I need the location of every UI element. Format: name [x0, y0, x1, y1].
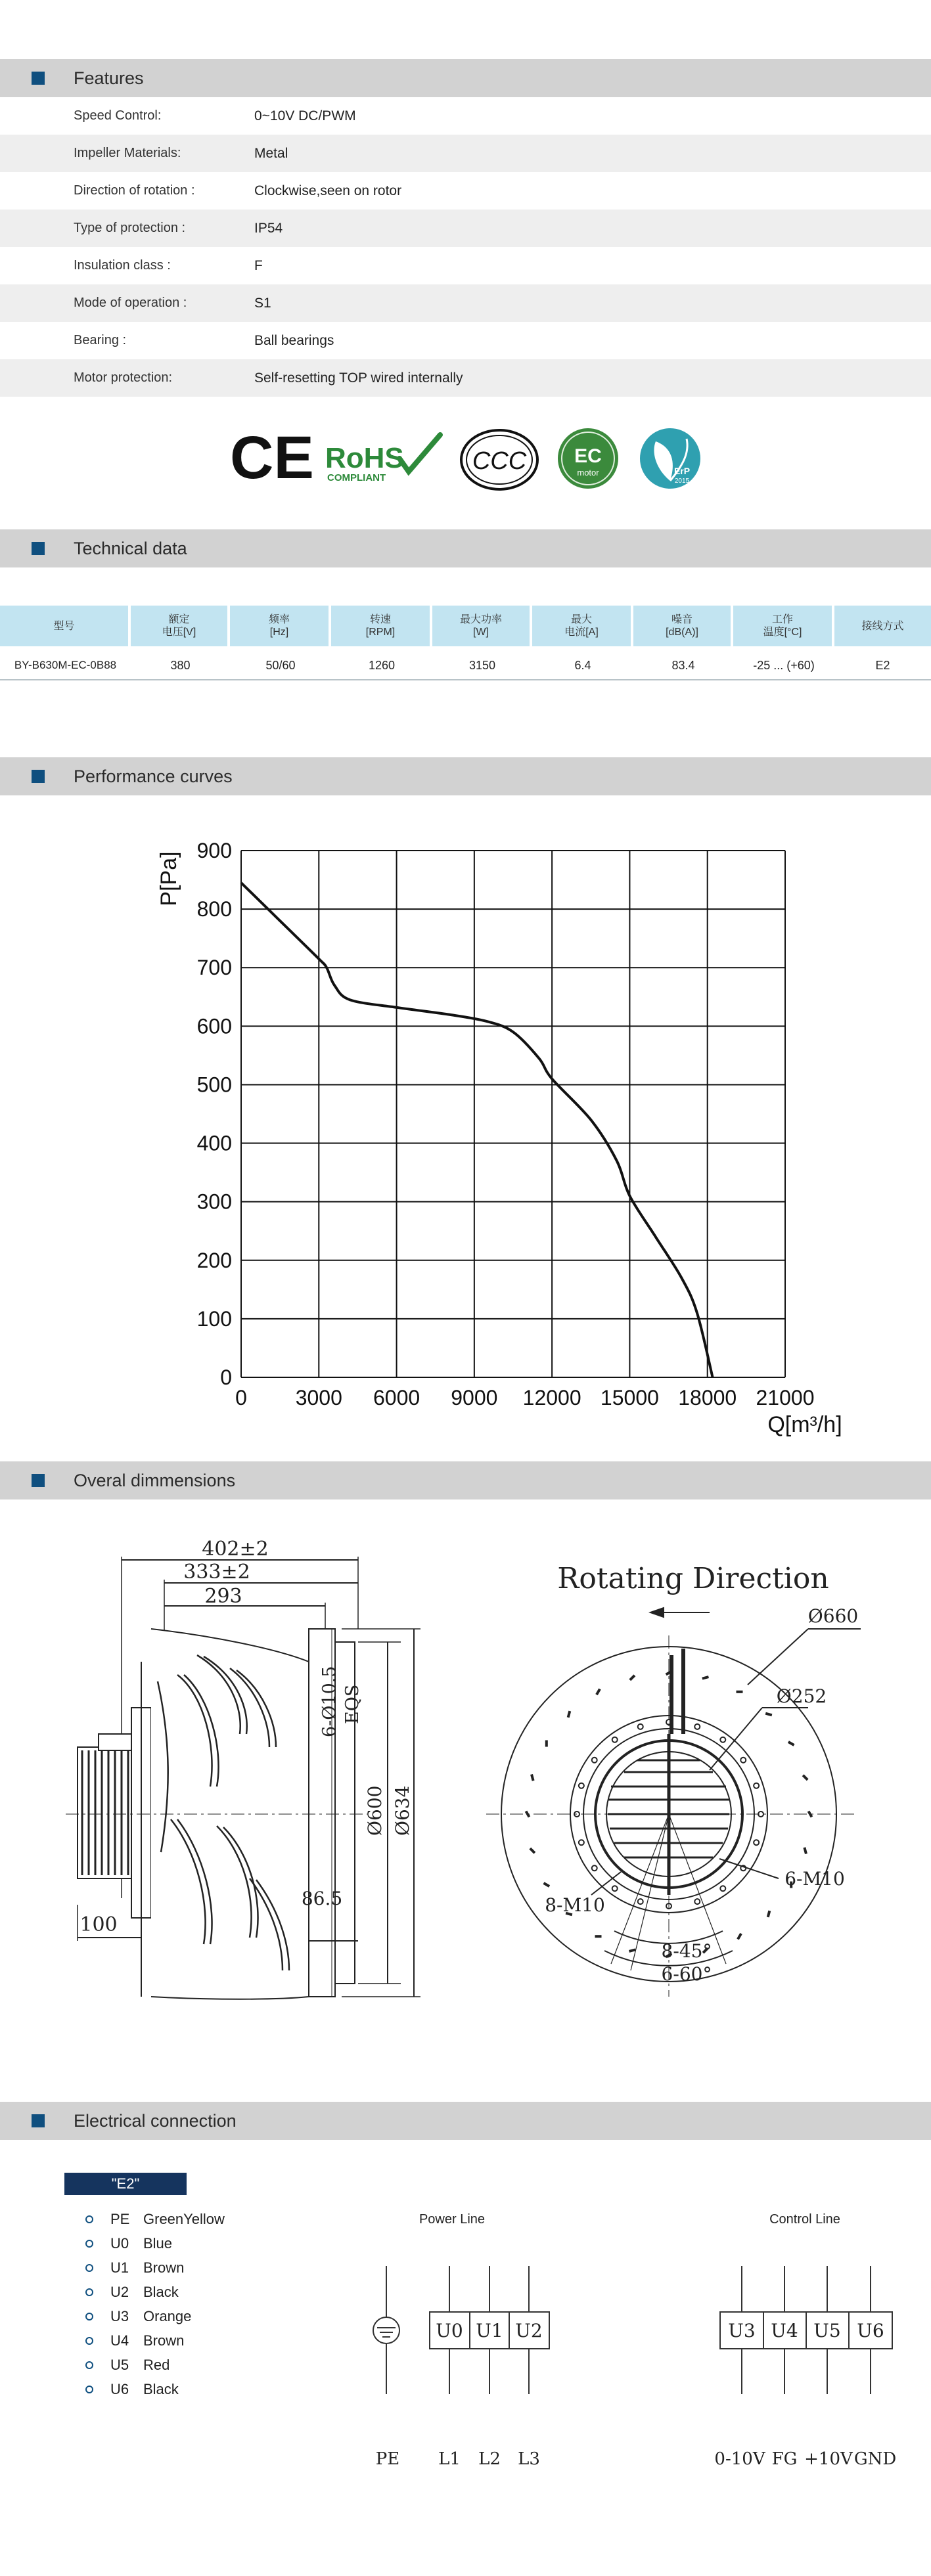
feature-row: [0, 210, 931, 247]
ce-logo: [230, 424, 314, 491]
section-marker: [32, 2114, 45, 2127]
hole-mark: [803, 1847, 807, 1854]
header-line: 转速: [369, 614, 391, 625]
header-line: 频率: [268, 614, 290, 625]
hole-mark: [737, 1691, 743, 1693]
dimensions-header: [0, 1461, 931, 1499]
wire-color: Red: [143, 2357, 170, 2373]
rohs-logo: [325, 435, 440, 483]
table-header-cell: [834, 606, 931, 646]
performance-chart: [0, 814, 931, 1458]
wiring-diagrams: [0, 2194, 931, 2496]
header-line: [dB(A)]: [666, 627, 698, 638]
feature-row: [0, 97, 931, 135]
x-tick-label: 18000: [678, 1386, 737, 1410]
y-tick-label: 700: [196, 956, 232, 980]
dim-holes-side: 6-Ø10.5: [319, 1666, 340, 1737]
x-axis-label: Q[m³/h]: [767, 1412, 842, 1437]
svg-text:CE: CE: [230, 424, 314, 491]
terminal-label: U5: [813, 2320, 841, 2342]
header-line: 型号: [53, 620, 75, 632]
bolt-hole: [638, 1899, 643, 1904]
svg-text:EC: EC: [574, 445, 602, 467]
erp-logo: [640, 428, 700, 489]
section-marker: [32, 1474, 45, 1487]
feature-key: Bearing :: [74, 333, 127, 347]
y-tick-label: 800: [196, 897, 232, 922]
side-view-drawing: [66, 1557, 420, 1999]
y-tick-label: 200: [196, 1248, 232, 1272]
dim-600: Ø600: [364, 1785, 386, 1836]
dim-eqs: EQS: [342, 1684, 363, 1724]
feature-row: [0, 247, 931, 284]
header-line: 噪音: [671, 614, 693, 625]
feature-key: Motor protection:: [74, 370, 173, 385]
bolt-hole: [754, 1840, 759, 1845]
dim-402: 402±2: [202, 1538, 269, 1561]
angle-8-45: 8-45°: [661, 1940, 712, 1962]
table-header-cell: [633, 606, 731, 646]
connection-code-badge: "E2": [64, 2173, 187, 2195]
feature-key: Impeller Materials:: [74, 146, 181, 160]
electrical-title: Electrical connection: [74, 2111, 237, 2131]
x-tick-label: 12000: [522, 1386, 581, 1410]
line-label: +10V: [804, 2449, 853, 2469]
header-line: 额定: [168, 614, 190, 625]
performance-curve: [241, 883, 713, 1377]
power-line-title: Power Line: [419, 2212, 486, 2227]
table-header-cell: [331, 606, 430, 646]
terminal-label: U0: [436, 2320, 463, 2342]
x-tick-label: 21000: [756, 1386, 815, 1410]
wire-code: U4: [110, 2332, 129, 2349]
dim-6-m10: 6-M10: [784, 1868, 845, 1890]
feature-row: [0, 359, 931, 397]
x-tick-label: 15000: [600, 1386, 659, 1410]
feature-row: [0, 322, 931, 359]
section-marker: [32, 72, 45, 85]
line-label: L1: [438, 2449, 461, 2469]
bolt-hole: [579, 1840, 584, 1845]
angle-6-60: 6-60°: [661, 1963, 712, 1985]
wire-code: U0: [110, 2235, 129, 2252]
svg-text:RoHS: RoHS: [325, 442, 404, 474]
hole-mark: [595, 1935, 602, 1938]
bolt-hole: [720, 1886, 725, 1891]
table-cell: E2: [875, 659, 890, 672]
header-line: 电压[V]: [162, 627, 196, 638]
bolt-hole: [720, 1737, 725, 1743]
hole-mark: [629, 1948, 636, 1952]
line-label: PE: [375, 2449, 400, 2469]
hole-mark: [595, 1688, 601, 1695]
performance-title: Performance curves: [74, 766, 233, 786]
feature-value: S1: [254, 296, 271, 311]
feature-value: Self-resetting TOP wired internally: [254, 370, 463, 386]
ccc-logo: [461, 430, 537, 489]
table-bottom-rule: [0, 679, 931, 680]
header-line: 电流[A]: [564, 627, 599, 638]
technical-header: [0, 529, 931, 567]
table-cell: 380: [170, 659, 191, 672]
svg-text:2015: 2015: [674, 477, 690, 485]
dim-634: Ø634: [392, 1785, 413, 1836]
rotating-direction-title: Rotating Direction: [557, 1562, 829, 1595]
feature-value: IP54: [254, 221, 283, 236]
header-line: [Hz]: [269, 627, 289, 638]
wire-color: Black: [143, 2284, 179, 2300]
feature-value: 0~10V DC/PWM: [254, 108, 356, 123]
technical-title: Technical data: [74, 539, 187, 558]
y-tick-label: 100: [196, 1306, 232, 1331]
feature-key: Type of protection :: [74, 221, 186, 235]
x-tick-labels: [235, 1386, 814, 1410]
line-label: L2: [478, 2449, 501, 2469]
terminal-label: U6: [857, 2320, 884, 2342]
feature-value: Metal: [254, 146, 288, 161]
ec-motor-logo: [558, 428, 618, 489]
feature-key: Speed Control:: [74, 108, 162, 123]
hole-mark: [545, 1741, 548, 1747]
terminal-label: U1: [476, 2320, 503, 2342]
dim-86-5: 86.5: [301, 1888, 343, 1909]
dim-8-m10: 8-M10: [545, 1894, 605, 1916]
electrical-header: [0, 2102, 931, 2140]
x-tick-label: 6000: [373, 1386, 420, 1410]
svg-text:ErP: ErP: [673, 466, 691, 476]
wire-code: U6: [110, 2381, 129, 2397]
feature-row: [0, 284, 931, 322]
wire-color: Blue: [143, 2235, 173, 2252]
dimension-drawings: [0, 1511, 931, 2023]
wire-color: Orange: [143, 2308, 192, 2324]
header-line: 温度[°C]: [763, 627, 802, 638]
bolt-hole: [740, 1758, 746, 1763]
certification-logos: [217, 420, 716, 499]
feature-key: Mode of operation :: [74, 296, 187, 310]
features-title: Features: [74, 68, 144, 88]
feature-row: [0, 172, 931, 210]
feature-value: Ball bearings: [254, 333, 334, 348]
control-line-diagram: [714, 2212, 896, 2469]
bolt-hole: [592, 1758, 597, 1763]
feature-value: F: [254, 258, 263, 273]
hole-mark: [767, 1911, 771, 1918]
x-tick-label: 3000: [295, 1386, 342, 1410]
y-tick-labels: [197, 839, 232, 1389]
table-cell: BY-B630M-EC-0B88: [14, 659, 117, 671]
header-line: [W]: [473, 627, 489, 638]
table-header-cell: [532, 606, 631, 646]
hole-mark: [529, 1848, 535, 1854]
bolt-hole: [612, 1737, 618, 1743]
hole-mark: [702, 1676, 709, 1679]
y-tick-label: 600: [196, 1014, 232, 1038]
x-tick-label: 0: [235, 1386, 247, 1410]
features-header: [0, 59, 931, 97]
feature-value: Clockwise,seen on rotor: [254, 183, 402, 198]
y-tick-label: 900: [196, 839, 232, 862]
wire-code: U1: [110, 2259, 129, 2276]
wire-color: Brown: [143, 2332, 185, 2349]
header-line: 最大功率: [459, 614, 502, 625]
hole-mark: [788, 1741, 795, 1746]
hole-mark: [765, 1712, 773, 1716]
terminal-label: U2: [515, 2320, 543, 2342]
wire-color: GreenYellow: [143, 2211, 225, 2227]
terminal-label: U4: [771, 2320, 798, 2342]
line-label: GND: [853, 2449, 897, 2469]
wire-code: PE: [110, 2211, 130, 2227]
header-line: 接线方式: [861, 620, 904, 632]
control-line-title: Control Line: [769, 2212, 840, 2227]
table-cell: 6.4: [574, 659, 591, 672]
table-cell: 3150: [468, 659, 496, 672]
hole-mark: [567, 1711, 571, 1718]
hole-mark: [543, 1882, 550, 1887]
y-axis-label: P[Pa]: [156, 851, 181, 906]
dim-252: Ø252: [776, 1685, 827, 1707]
feature-key: Insulation class :: [74, 258, 171, 273]
y-tick-label: 0: [220, 1366, 232, 1389]
header-line: 工作: [771, 614, 793, 625]
hole-mark: [629, 1674, 635, 1681]
section-marker: [32, 542, 45, 555]
dimensions-title: Overal dimmensions: [74, 1471, 236, 1490]
svg-text:COMPLIANT: COMPLIANT: [327, 472, 386, 483]
feature-key: Direction of rotation :: [74, 183, 195, 198]
svg-text:motor: motor: [577, 468, 599, 477]
table-header-cell: [432, 606, 530, 646]
svg-text:CCC: CCC: [472, 447, 527, 475]
bolt-hole: [612, 1886, 618, 1891]
front-view-labels: [545, 1562, 858, 1985]
wire-color: Brown: [143, 2259, 185, 2276]
performance-header: [0, 757, 931, 795]
x-tick-label: 9000: [451, 1386, 498, 1410]
chart-grid: [241, 851, 785, 1377]
dim-100: 100: [79, 1913, 118, 1936]
line-label: 0-10V: [714, 2449, 765, 2469]
line-label: FG: [771, 2449, 798, 2469]
table-header-cell: [0, 606, 128, 646]
dim-660: Ø660: [807, 1605, 859, 1627]
power-line-diagram: [373, 2212, 549, 2469]
y-tick-label: 500: [196, 1073, 232, 1097]
table-header-cell: [131, 606, 227, 646]
front-view-drawing: [486, 1608, 861, 1997]
terminal-label: U3: [728, 2320, 756, 2342]
wire-code: U3: [110, 2308, 129, 2324]
bolt-hole: [592, 1865, 597, 1871]
table-cell: 1260: [368, 659, 396, 672]
line-label: L3: [518, 2449, 540, 2469]
wire-code: U5: [110, 2357, 129, 2373]
bolt-hole: [579, 1783, 584, 1788]
header-line: 最大: [570, 614, 592, 625]
bolt-hole: [638, 1724, 643, 1729]
feature-row: [0, 135, 931, 172]
dim-333: 333±2: [183, 1561, 250, 1584]
table-header-cell: [230, 606, 329, 646]
y-tick-label: 400: [196, 1131, 232, 1155]
hole-mark: [737, 1933, 742, 1940]
hole-mark: [802, 1774, 809, 1781]
table-cell: 83.4: [671, 659, 695, 672]
dim-293: 293: [204, 1585, 242, 1608]
bolt-hole: [694, 1899, 700, 1904]
bolt-hole: [754, 1783, 759, 1788]
table-cell: -25 ... (+60): [753, 659, 815, 672]
bolt-hole: [694, 1724, 700, 1729]
section-marker: [32, 770, 45, 783]
wire-color: Black: [143, 2381, 179, 2397]
hole-mark: [530, 1774, 534, 1781]
table-cell: 50/60: [265, 659, 296, 672]
table-header-cell: [733, 606, 832, 646]
wire-code: U2: [110, 2284, 129, 2300]
y-tick-label: 300: [196, 1189, 232, 1214]
header-line: [RPM]: [365, 627, 396, 638]
